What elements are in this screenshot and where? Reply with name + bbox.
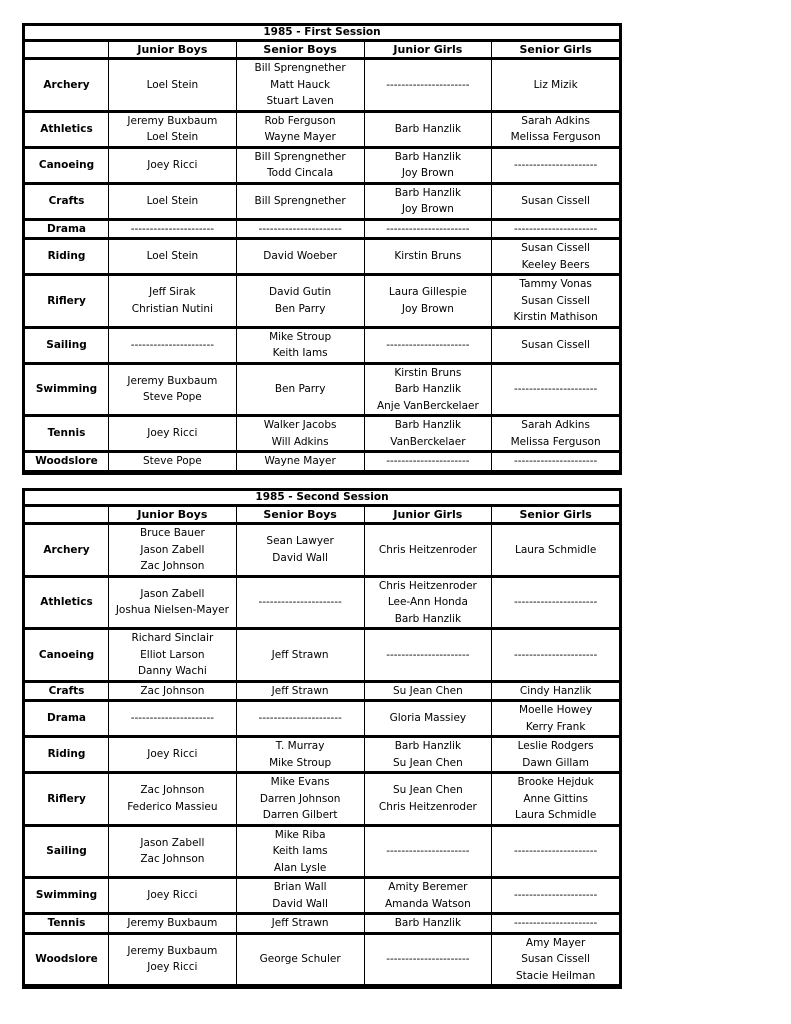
staff-name: VanBerckelaer [390, 435, 466, 448]
column-header: Senior Girls [492, 41, 620, 59]
staff-name: Loel Stein [146, 194, 199, 207]
staff-name: Richard Sinclair [131, 632, 214, 644]
staff-cell-jg [364, 629, 492, 682]
staff-cell-jb [109, 452, 237, 472]
activity-name: Athletics [25, 576, 109, 629]
staff-cell-sg [492, 59, 620, 112]
staff-cell-sb [236, 737, 364, 773]
staff-name: Laura Gillespie [388, 286, 467, 299]
staff-name: Jeremy Buxbaum [127, 917, 218, 929]
staff-cell-jb [109, 59, 237, 112]
staff-name: Zac Johnson [140, 684, 205, 697]
activity-name: Sailing [25, 327, 109, 363]
staff-name: Kirstin Mathison [513, 311, 598, 323]
activity-row [25, 363, 620, 416]
staff-name: David Wall [272, 897, 328, 910]
staff-name: ---------------------- [513, 596, 598, 608]
staff-name: Chris Heitzenroder [378, 800, 477, 813]
staff-cell-sg [492, 629, 620, 682]
staff-name: Elliot Larson [140, 648, 205, 661]
staff-name: Moelle Howey [519, 704, 593, 716]
activity-name: Woodslore [25, 933, 109, 986]
staff-cell-sb [236, 239, 364, 275]
activity-row [25, 59, 620, 112]
staff-cell-jg [364, 773, 492, 826]
staff-name: Anje VanBerckelaer [376, 399, 479, 412]
activity-row [25, 629, 620, 682]
column-header: Junior Boys [109, 506, 237, 524]
column-header: Junior Girls [364, 41, 492, 59]
staff-cell-jb [109, 183, 237, 219]
staff-name: Liz Mizik [533, 78, 578, 91]
staff-name: George Schuler [259, 953, 341, 965]
staff-name: ---------------------- [513, 917, 598, 929]
staff-name: Jason Zabell [140, 836, 205, 849]
staff-cell-jb [109, 629, 237, 682]
staff-name: Sean Lawyer [266, 535, 334, 548]
column-header: Junior Girls [364, 506, 492, 524]
staff-name: Zac Johnson [140, 853, 205, 866]
schedule-table [24, 490, 620, 987]
staff-name: Rob Ferguson [264, 114, 336, 127]
staff-name: Joy Brown [401, 167, 454, 179]
staff-cell-jg [364, 576, 492, 629]
staff-name: Ben Parry [274, 302, 326, 315]
staff-name: Susan Cissell [521, 338, 590, 351]
staff-name: Barb Hanzlik [394, 419, 462, 431]
staff-name: T. Murray [275, 740, 325, 752]
staff-cell-sb [236, 576, 364, 629]
staff-name: ---------------------- [513, 383, 598, 395]
staff-cell-jb [109, 914, 237, 934]
activity-name: Crafts [25, 183, 109, 219]
activity-row [25, 933, 620, 986]
staff-name: Barb Hanzlik [394, 612, 462, 625]
staff-cell-sg [492, 701, 620, 737]
staff-name: Joy Brown [401, 203, 454, 215]
staff-name: Kirstin Bruns [394, 366, 462, 379]
activity-row [25, 111, 620, 147]
first-session-table [22, 23, 622, 475]
activity-name: Archery [25, 59, 109, 112]
staff-name: ---------------------- [130, 222, 215, 235]
staff-name: ---------------------- [386, 78, 470, 91]
staff-name: Loel Stein [146, 131, 199, 143]
staff-name: ---------------------- [386, 455, 470, 467]
staff-name: ---------------------- [258, 712, 342, 725]
staff-cell-jg [364, 219, 492, 239]
activity-name: Canoeing [25, 629, 109, 682]
activity-row [25, 681, 620, 701]
staff-name: ---------------------- [258, 596, 342, 608]
staff-name: Jeremy Buxbaum [127, 944, 218, 957]
staff-name: Joey Ricci [147, 427, 198, 440]
staff-cell-sg [492, 452, 620, 472]
staff-name: Tammy Vonas [519, 278, 592, 290]
staff-cell-jg [364, 183, 492, 219]
staff-name: Steve Pope [142, 455, 202, 467]
staff-name: Sarah Adkins [521, 114, 590, 127]
staff-cell-jg [364, 933, 492, 986]
staff-name: ---------------------- [130, 338, 215, 351]
staff-cell-jb [109, 363, 237, 416]
activity-name: Crafts [25, 681, 109, 701]
staff-name: Will Adkins [271, 435, 329, 448]
staff-cell-jb [109, 524, 237, 577]
staff-cell-sg [492, 363, 620, 416]
activity-row [25, 701, 620, 737]
staff-name: Su Jean Chen [393, 684, 463, 697]
staff-cell-sb [236, 147, 364, 183]
staff-cell-jg [364, 524, 492, 577]
staff-name: Barb Hanzlik [394, 740, 462, 752]
staff-name: Loel Stein [146, 250, 199, 263]
staff-cell-jg [364, 914, 492, 934]
staff-cell-jb [109, 737, 237, 773]
staff-cell-sg [492, 914, 620, 934]
column-header: Junior Boys [109, 41, 237, 59]
staff-name: Brooke Hejduk [517, 776, 594, 788]
staff-name: Walker Jacobs [263, 419, 337, 431]
activity-row [25, 183, 620, 219]
session-title: 1985 - First Session [25, 26, 620, 41]
activity-name: Riding [25, 239, 109, 275]
staff-name: Zac Johnson [140, 784, 205, 797]
staff-name: Zac Johnson [140, 560, 205, 572]
staff-name: ---------------------- [513, 455, 598, 467]
staff-name: Darren Gilbert [262, 809, 338, 821]
staff-cell-sb [236, 416, 364, 452]
staff-name: Laura Schmidle [514, 809, 597, 821]
staff-cell-jg [364, 59, 492, 112]
staff-cell-jb [109, 327, 237, 363]
staff-name: Matt Hauck [270, 78, 331, 91]
staff-name: ---------------------- [386, 648, 470, 661]
staff-name: Darren Johnson [259, 792, 341, 805]
staff-name: Chris Heitzenroder [378, 579, 477, 592]
staff-name: Jeff Sirak [149, 286, 196, 299]
staff-name: David Wall [272, 551, 328, 564]
staff-name: Lee-Ann Honda [387, 596, 468, 608]
staff-cell-jb [109, 576, 237, 629]
staff-cell-sb [236, 327, 364, 363]
activity-name: Drama [25, 701, 109, 737]
activity-row [25, 825, 620, 878]
staff-cell-sb [236, 219, 364, 239]
staff-cell-sb [236, 275, 364, 328]
staff-cell-jb [109, 111, 237, 147]
staff-name: Wayne Mayer [264, 131, 336, 143]
staff-name: Stuart Laven [266, 95, 334, 107]
staff-name: Susan Cissell [521, 242, 590, 254]
staff-name: Keeley Beers [521, 258, 590, 271]
activity-row [25, 878, 620, 914]
staff-cell-sb [236, 59, 364, 112]
staff-name: Brian Wall [273, 881, 327, 893]
staff-name: Anne Gittins [523, 792, 588, 805]
staff-name: Keith Iams [272, 845, 328, 857]
activity-name: Riding [25, 737, 109, 773]
staff-cell-jb [109, 878, 237, 914]
activity-name: Drama [25, 219, 109, 239]
staff-name: Susan Cissell [521, 953, 590, 965]
staff-name: Ben Parry [274, 383, 326, 395]
staff-cell-sg [492, 239, 620, 275]
staff-name: ---------------------- [513, 222, 598, 235]
staff-cell-jb [109, 681, 237, 701]
staff-cell-sb [236, 773, 364, 826]
activity-name: Tennis [25, 416, 109, 452]
staff-name: Jeff Strawn [271, 917, 329, 929]
staff-name: Barb Hanzlik [394, 186, 462, 199]
activity-name: Riflery [25, 275, 109, 328]
staff-cell-jg [364, 416, 492, 452]
staff-name: Stacie Heilman [516, 969, 596, 982]
staff-cell-jb [109, 773, 237, 826]
staff-cell-sb [236, 933, 364, 986]
activity-name: Woodslore [25, 452, 109, 472]
staff-cell-sb [236, 363, 364, 416]
staff-name: Bill Sprengnether [254, 62, 346, 74]
staff-name: ---------------------- [386, 845, 470, 857]
staff-name: Su Jean Chen [393, 756, 463, 769]
staff-name: ---------------------- [386, 222, 470, 235]
activity-row [25, 914, 620, 934]
staff-cell-jb [109, 239, 237, 275]
staff-cell-sb [236, 825, 364, 878]
staff-name: Chris Heitzenroder [378, 543, 477, 556]
schedule-table [24, 25, 620, 473]
staff-cell-sg [492, 878, 620, 914]
staff-cell-sg [492, 147, 620, 183]
session-title: 1985 - Second Session [25, 491, 620, 506]
staff-cell-jb [109, 933, 237, 986]
staff-name: Joey Ricci [147, 961, 198, 974]
staff-cell-sb [236, 183, 364, 219]
staff-cell-sg [492, 219, 620, 239]
staff-cell-sg [492, 737, 620, 773]
staff-name: David Woeber [263, 250, 337, 263]
staff-name: Jeremy Buxbaum [127, 374, 218, 387]
staff-name: Mike Stroup [269, 756, 332, 769]
activity-name: Swimming [25, 363, 109, 416]
staff-name: Mike Evans [270, 776, 330, 788]
column-header: Senior Boys [236, 506, 364, 524]
staff-name: Cindy Hanzlik [519, 684, 592, 697]
staff-cell-sg [492, 773, 620, 826]
staff-name: ---------------------- [513, 845, 598, 857]
activity-row [25, 219, 620, 239]
staff-name: Kirstin Bruns [394, 250, 462, 263]
staff-cell-sg [492, 111, 620, 147]
staff-name: Steve Pope [142, 391, 202, 404]
staff-cell-sg [492, 183, 620, 219]
activity-row [25, 576, 620, 629]
activity-row [25, 524, 620, 577]
staff-name: Barb Hanzlik [394, 383, 462, 395]
staff-name: ---------------------- [258, 222, 342, 235]
staff-cell-jg [364, 363, 492, 416]
activity-row [25, 452, 620, 472]
activity-row [25, 147, 620, 183]
staff-name: Christian Nutini [131, 302, 214, 315]
staff-cell-jg [364, 701, 492, 737]
activity-row [25, 773, 620, 826]
staff-name: Joshua Nielsen-Mayer [115, 604, 229, 617]
staff-name: Danny Wachi [137, 665, 207, 677]
activity-name: Archery [25, 524, 109, 577]
corner-cell [25, 41, 109, 59]
staff-name: Susan Cissell [521, 194, 590, 207]
staff-name: Jeff Strawn [271, 684, 329, 697]
activity-name: Athletics [25, 111, 109, 147]
staff-name: Leslie Rodgers [517, 740, 594, 752]
staff-name: Bill Sprengnether [254, 194, 346, 207]
staff-cell-sg [492, 681, 620, 701]
staff-name: Federico Massieu [127, 800, 218, 813]
activity-name: Canoeing [25, 147, 109, 183]
staff-name: Alan Lysle [273, 861, 327, 874]
staff-cell-sg [492, 933, 620, 986]
staff-name: Joey Ricci [147, 158, 198, 171]
staff-name: Susan Cissell [521, 294, 590, 307]
staff-name: Amanda Watson [385, 897, 471, 910]
staff-name: Barb Hanzlik [394, 150, 462, 163]
staff-cell-jb [109, 219, 237, 239]
staff-name: Joy Brown [401, 302, 454, 315]
second-session-table [22, 488, 622, 989]
staff-cell-jg [364, 878, 492, 914]
staff-cell-jb [109, 147, 237, 183]
staff-name: Laura Schmidle [514, 543, 597, 556]
staff-cell-sg [492, 275, 620, 328]
staff-name: ---------------------- [513, 158, 598, 171]
staff-name: Jeff Strawn [271, 648, 329, 661]
staff-cell-jg [364, 147, 492, 183]
staff-name: ---------------------- [513, 889, 598, 902]
staff-name: Bill Sprengnether [254, 150, 346, 163]
staff-cell-sg [492, 327, 620, 363]
staff-name: Todd Cincala [267, 167, 334, 179]
staff-name: Amy Mayer [525, 936, 586, 949]
activity-row [25, 239, 620, 275]
staff-name: ---------------------- [386, 338, 470, 351]
staff-cell-sb [236, 914, 364, 934]
staff-cell-sb [236, 524, 364, 577]
staff-cell-sb [236, 681, 364, 701]
column-header-row [25, 41, 620, 59]
staff-name: Mike Riba [274, 828, 326, 841]
staff-name: Dawn Gillam [522, 756, 589, 769]
staff-cell-jg [364, 239, 492, 275]
activity-row [25, 416, 620, 452]
staff-name: ---------------------- [386, 953, 470, 965]
activity-name: Tennis [25, 914, 109, 934]
column-header: Senior Boys [236, 41, 364, 59]
staff-name: Jason Zabell [140, 543, 205, 556]
staff-cell-jg [364, 452, 492, 472]
column-header-row [25, 506, 620, 524]
session-title-row [25, 491, 620, 506]
staff-cell-sg [492, 576, 620, 629]
staff-name: David Gutin [269, 286, 332, 299]
activity-name: Riflery [25, 773, 109, 826]
staff-cell-jg [364, 111, 492, 147]
corner-cell [25, 506, 109, 524]
staff-cell-sg [492, 416, 620, 452]
staff-name: Amity Beremer [388, 881, 468, 893]
staff-cell-sg [492, 825, 620, 878]
activity-row [25, 737, 620, 773]
activity-row [25, 275, 620, 328]
staff-name: Kerry Frank [525, 720, 586, 733]
column-header: Senior Girls [492, 506, 620, 524]
staff-cell-sb [236, 111, 364, 147]
staff-cell-jb [109, 701, 237, 737]
staff-cell-sb [236, 452, 364, 472]
staff-name: Loel Stein [146, 78, 199, 91]
staff-cell-jg [364, 825, 492, 878]
staff-name: Melissa Ferguson [510, 435, 601, 448]
staff-cell-jb [109, 825, 237, 878]
activity-row [25, 327, 620, 363]
staff-name: ---------------------- [130, 712, 215, 725]
staff-cell-jg [364, 681, 492, 701]
staff-cell-jb [109, 416, 237, 452]
staff-cell-jb [109, 275, 237, 328]
staff-name: ---------------------- [513, 648, 598, 661]
staff-cell-jg [364, 737, 492, 773]
staff-cell-jg [364, 327, 492, 363]
staff-name: Mike Stroup [269, 330, 332, 343]
staff-name: Melissa Ferguson [510, 131, 601, 143]
staff-name: Jason Zabell [140, 587, 205, 600]
staff-cell-sg [492, 524, 620, 577]
staff-name: Joey Ricci [147, 748, 198, 761]
staff-name: Keith Iams [272, 347, 328, 359]
staff-name: Wayne Mayer [264, 455, 336, 467]
staff-name: Gloria Massiey [389, 712, 467, 725]
staff-name: Su Jean Chen [393, 784, 463, 797]
staff-name: Joey Ricci [147, 889, 198, 902]
staff-cell-sb [236, 878, 364, 914]
staff-cell-sb [236, 701, 364, 737]
staff-name: Bruce Bauer [139, 527, 205, 539]
staff-cell-sb [236, 629, 364, 682]
activity-name: Swimming [25, 878, 109, 914]
session-title-row [25, 26, 620, 41]
staff-name: Sarah Adkins [521, 419, 590, 431]
staff-name: Barb Hanzlik [394, 122, 462, 135]
activity-name: Sailing [25, 825, 109, 878]
staff-name: Barb Hanzlik [394, 917, 462, 929]
staff-cell-jg [364, 275, 492, 328]
staff-name: Jeremy Buxbaum [127, 114, 218, 127]
